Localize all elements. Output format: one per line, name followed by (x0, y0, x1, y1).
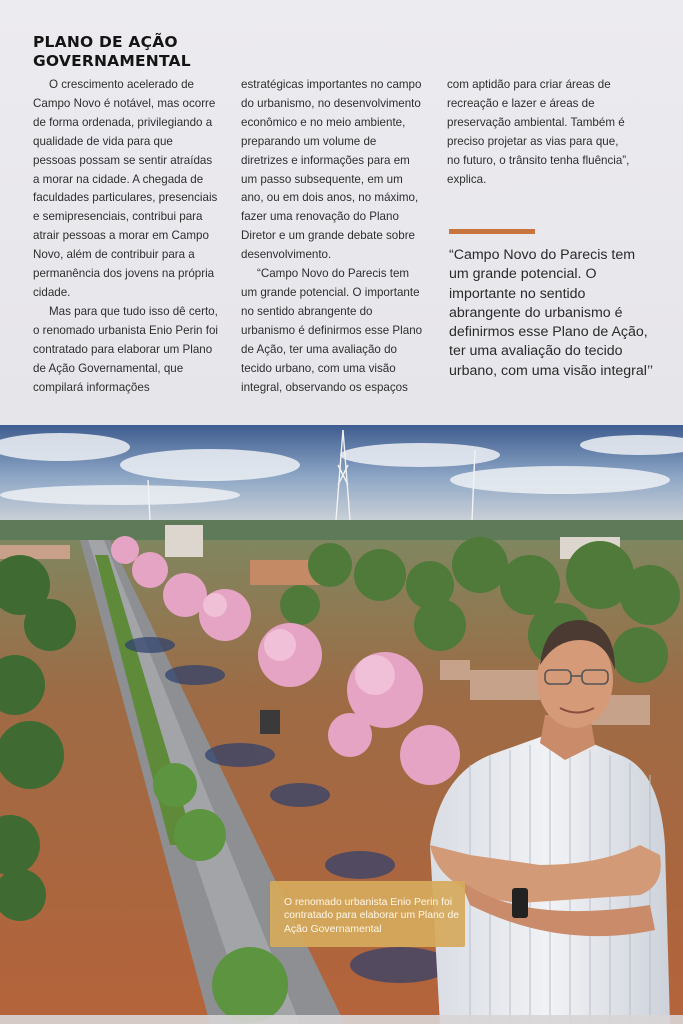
pull-quote-divider (449, 229, 535, 234)
paragraph: O crescimento acelerado de Campo Novo é notável, mas ocorre de forma ordenada, privilegiando a qualidade de vida para que pessoas possam se sentir atraídas a morar na cidade. A chegada de faculdades particulares, presenciais e semipresenciais, contribui para atrair pessoas a morar em Campo Novo, além de contribuir para a permanência dos jovens na própria cidade. (33, 78, 218, 299)
paragraph: com aptidão para criar áreas de recreação e lazer e áreas de preservação ambiental. Também é preciso projetar as vias para que, no futuro, o trânsito tenha fluência”, explica. (447, 78, 630, 186)
pull-quote: “Campo Novo do Parecis tem um grande potencial. O importante no sentido abrangente do urbanismo é definirmos esse Plano de Ação, ter uma avaliação do tecido urbano, com uma visão integral’’ (449, 247, 653, 379)
paragraph: estratégicas importantes no campo do urbanismo, no desenvolvimento econômico e no meio ambiente, preparando um volume de diretrizes e informações para em um passo subsequente, em um ano, ou em dois anos, no máximo, fazer uma renovação do Plano Diretor e um grande debate sobre desenvolvimento. (241, 78, 422, 262)
paragraph: Mas para que tudo isso dê certo, o renomado urbanista Enio Perin foi contratado para elaborar um Plano de Ação Governamental, que compilará informações (33, 304, 218, 394)
paragraph: “Campo Novo do Parecis tem um grande potencial. O importante no sentido abrangente do urbanismo é definirmos esse Plano de Ação, ter uma avaliação do tecido urbano, com uma visão integral, observando os espaços (241, 267, 423, 394)
text-column-2 (241, 76, 426, 397)
section-heading: PLANO DE AÇÃO GOVERNAMENTAL (33, 33, 191, 70)
text-column-1 (33, 76, 218, 397)
photo-caption: O renomado urbanista Enio Perin foi contratado para elaborar um Plano de Ação Governamental (284, 897, 460, 935)
article-text-area (0, 0, 683, 425)
text-column-3 (447, 76, 632, 189)
